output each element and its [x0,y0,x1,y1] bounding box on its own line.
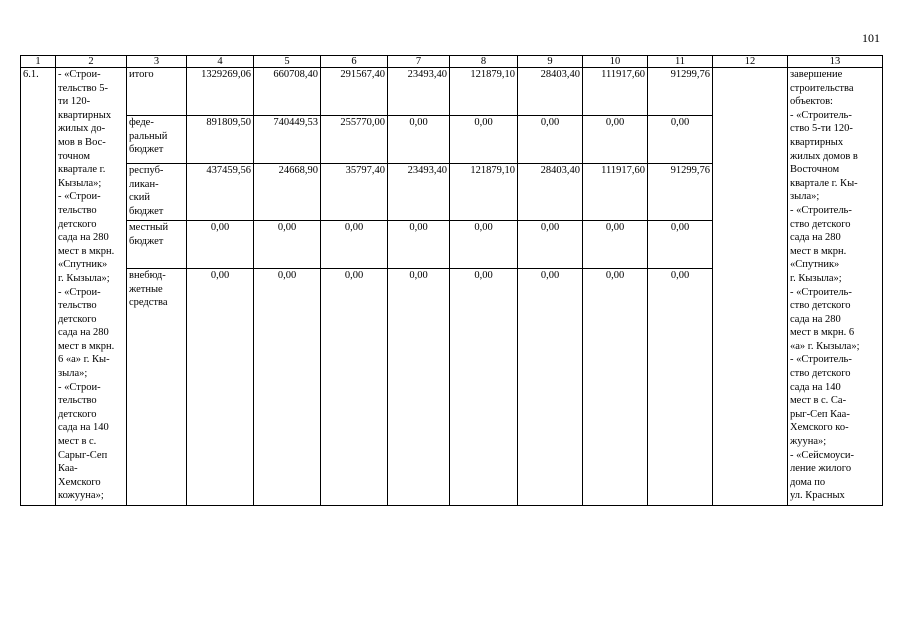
header-cell: 1 [21,56,56,68]
text-line: - «Строи- [58,69,101,80]
value-cell: 111917,60 [583,164,648,221]
text-line: Сарыг-Сеп [58,449,108,461]
text-line: - «Строи- [58,286,101,298]
text-line: - «Строи- [58,381,101,393]
text-line: детского [58,218,97,230]
header-cell: 10 [583,56,648,68]
text-line: детского [58,408,97,420]
value-cell: 0,00 [450,116,518,164]
text-line: завершение [790,69,843,80]
text-line: тельство 5- [58,82,109,94]
text-line: рыг-Сеп Каа- [790,408,850,420]
value-cell: 24668,90 [254,164,321,221]
value-cell: 0,00 [254,221,321,269]
header-cell: 8 [450,56,518,68]
text-line: - «Строитель- [790,204,852,216]
value-cell: 0,00 [450,269,518,506]
text-line: объектов: [790,96,833,108]
header-cell: 13 [788,56,883,68]
header-cell: 11 [648,56,713,68]
source-label [127,116,187,164]
text-line: Хемского ко- [790,422,849,434]
text-line: ликан- [129,178,159,190]
text-line: сада на 140 [58,422,109,434]
value-cell: 0,00 [388,116,450,164]
value-cell: 0,00 [450,221,518,269]
value-cell: 91299,76 [648,68,713,116]
source-label [127,164,187,221]
text-line: г. Кызыла»; [790,272,842,284]
value-cell: 0,00 [388,269,450,506]
value-cell: 437459,56 [187,164,254,221]
text-line: детского [58,313,97,325]
value-cell: 121879,10 [450,164,518,221]
text-line: местный [129,222,169,233]
header-cell: 3 [127,56,187,68]
page-number: 101 [862,31,880,45]
text-line: мест в с. [58,436,97,448]
text-line: г. Кызыла»; [58,272,110,284]
text-line: респуб- [129,165,164,176]
text-line: ление жилого [790,463,852,475]
text-line: Каа- [58,463,78,475]
table-row [21,68,883,116]
source-label [127,221,187,269]
text-line: квартирных [58,109,112,121]
value-cell: 23493,40 [388,164,450,221]
object-description [56,68,127,506]
text-line: строительства [790,82,854,94]
value-cell: 0,00 [583,221,648,269]
text-line: - «Сейсмоуси- [790,449,854,461]
text-line: мест в мкрн. [58,340,115,352]
text-line: зыла»; [58,368,88,380]
text-line: кожууна»; [58,490,104,502]
budget-table [20,55,883,506]
value-cell: 0,00 [254,269,321,506]
text-line: тельство [58,395,97,407]
value-cell: 0,00 [518,116,583,164]
value-cell: 0,00 [648,269,713,506]
text-line: дома по [790,476,826,488]
text-line: сада на 280 [790,313,841,325]
value-cell: 740449,53 [254,116,321,164]
text-line: «а» г. Кызыла»; [790,340,860,352]
text-line: квартирных [790,136,844,148]
text-line: - «Строитель- [790,286,852,298]
value-cell: 0,00 [648,116,713,164]
text-line: зыла»; [790,191,820,203]
text-line: ство 5-ти 120- [790,123,853,135]
header-cell: 9 [518,56,583,68]
text-line: ральный [129,130,168,142]
value-cell: 0,00 [518,221,583,269]
text-line: 6 «а» г. Кы- [58,354,110,366]
text-line: «Спутник» [790,259,840,271]
text-line: жилых до- [58,123,106,135]
value-cell: 0,00 [648,221,713,269]
text-line: ский [129,192,150,204]
expected-result [788,68,883,506]
value-cell: 111917,60 [583,68,648,116]
text-line: средства [129,297,168,309]
value-cell: 660708,40 [254,68,321,116]
text-line: Восточном [790,164,840,176]
text-line: жетные [129,283,163,295]
value-cell: 291567,40 [321,68,388,116]
text-line: тельство [58,204,97,216]
header-cell: 5 [254,56,321,68]
value-cell: 0,00 [388,221,450,269]
value-cell: 0,00 [583,269,648,506]
value-cell: 0,00 [321,221,388,269]
text-line: - «Строитель- [790,354,852,366]
value-cell: 1329269,06 [187,68,254,116]
text-line: мест в с. Са- [790,395,847,407]
text-line: бюджет [129,144,164,156]
text-line: ство детского [790,368,851,380]
row-number: 6.1. [21,68,56,506]
value-cell: 0,00 [187,269,254,506]
text-line: сада на 280 [58,327,109,339]
text-line: квартале г. Кы- [790,177,858,189]
text-line: ти 120- [58,96,91,108]
value-cell: 28403,40 [518,164,583,221]
text-line: «Спутник» [58,259,108,271]
text-line: ство детского [790,300,851,312]
header-cell: 7 [388,56,450,68]
text-line: жилых домов в [790,150,858,162]
text-line: жууна»; [790,436,827,448]
text-line: - «Строи- [58,191,101,203]
text-line: бюджет [129,235,164,247]
col12-cell [713,68,788,506]
value-cell: 255770,00 [321,116,388,164]
value-cell: 23493,40 [388,68,450,116]
source-label [127,269,187,506]
header-cell: 2 [56,56,127,68]
text-line: сада на 280 [790,232,841,244]
text-line: тельство [58,300,97,312]
text-line: точном [58,150,91,162]
text-line: мест в мкрн. [790,245,847,257]
value-cell: 121879,10 [450,68,518,116]
value-cell: 0,00 [518,269,583,506]
text-line: сада на 140 [790,381,841,393]
text-line: Кызыла»; [58,177,102,189]
text-line: феде- [129,117,154,128]
text-line: мов в Вос- [58,136,106,148]
text-line: - «Строитель- [790,109,852,121]
value-cell: 891809,50 [187,116,254,164]
text-line: квартале г. [58,164,106,176]
header-cell: 12 [713,56,788,68]
text-line: ул. Красных [790,490,845,502]
source-label [127,68,187,116]
text-line: Хемского [58,476,101,488]
header-row [21,56,883,68]
value-cell: 91299,76 [648,164,713,221]
text-line: мест в мкрн. 6 [790,327,855,339]
text-line: итого [129,69,154,80]
text-line: бюджет [129,205,164,217]
text-line: сада на 280 [58,232,109,244]
value-cell: 28403,40 [518,68,583,116]
text-line: внебюд- [129,270,166,281]
text-line: мест в мкрн. [58,245,115,257]
text-line: ство детского [790,218,851,230]
value-cell: 35797,40 [321,164,388,221]
header-cell: 6 [321,56,388,68]
value-cell: 0,00 [321,269,388,506]
value-cell: 0,00 [583,116,648,164]
header-cell: 4 [187,56,254,68]
value-cell: 0,00 [187,221,254,269]
